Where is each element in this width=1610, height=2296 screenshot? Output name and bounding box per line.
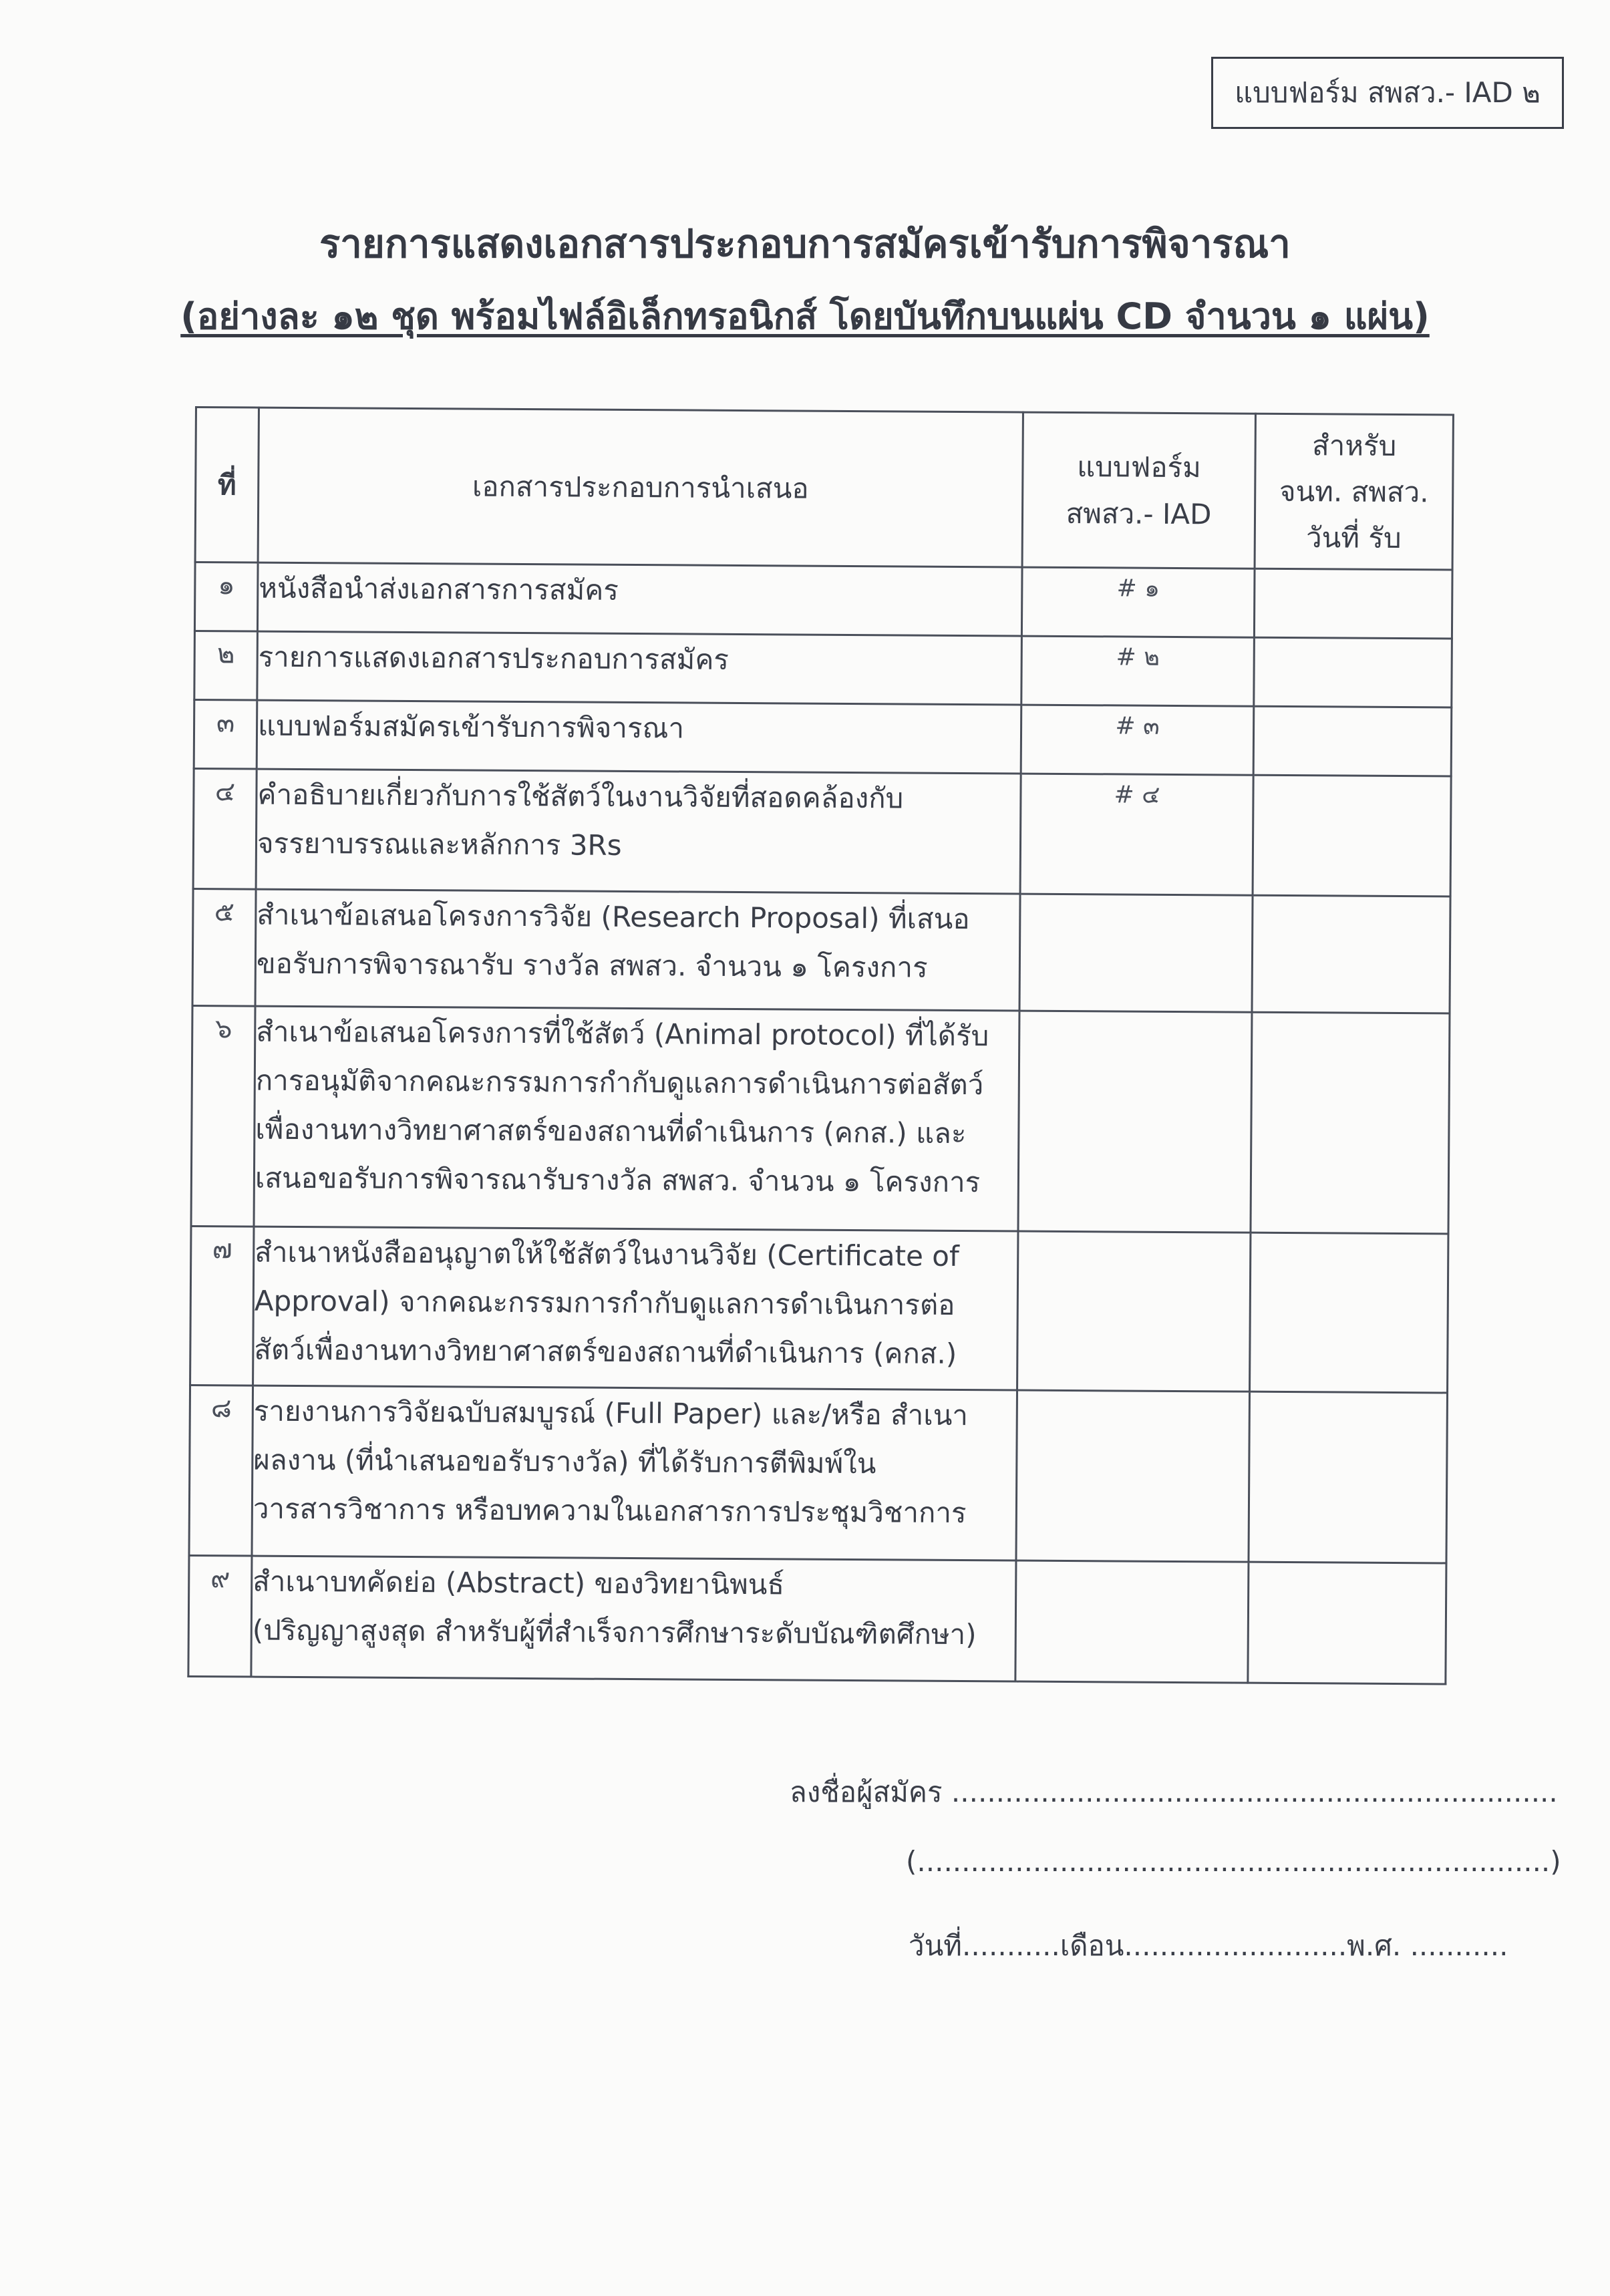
table-row (194, 562, 1452, 639)
signature-date-line: วันที่...........เดือน.........................พ.ศ. ........... (909, 1929, 1508, 1962)
header-document: เอกสารประกอบการนำเสนอ (258, 407, 1023, 567)
row-number: ๕ (192, 888, 256, 1006)
applicant-name-line: (.......................................................................) (906, 1845, 1561, 1878)
document-title: รายการแสดงเอกสารประกอบการสมัครเข้ารับการพิจารณา (319, 221, 1291, 267)
document-subtitle: (อย่างละ ๑๒ ชุด พร้อมไฟล์อิเล็กทรอนิกส์ โดยบันทึกบนแผ่น CD จำนวน ๑ แผ่น) (180, 295, 1430, 337)
row-description-line: หนังสือนำส่งเอกสารการสมัคร (259, 571, 619, 607)
row-description (257, 700, 1021, 774)
form-code-box (1211, 57, 1564, 129)
row-staff-received-date (1248, 1562, 1446, 1684)
row-number: ๑ (194, 562, 258, 632)
table-row (189, 1385, 1448, 1563)
row-staff-received-date (1254, 568, 1452, 639)
row-staff-received-date (1249, 1391, 1448, 1563)
row-staff-received-date (1251, 1012, 1450, 1234)
row-form-ref: # ๓ (1021, 705, 1254, 775)
row-number: ๒ (194, 631, 258, 701)
row-number: ๘ (189, 1385, 253, 1556)
header-staff-line3: วันที่ รับ (1305, 521, 1402, 555)
row-number: ๔ (193, 768, 257, 889)
row-description (255, 889, 1020, 1011)
table-row (192, 888, 1450, 1013)
row-description-line: ผลงาน (ที่นำเสนอขอรับรางวัล) ที่ได้รับการตีพิมพ์ใน (253, 1443, 876, 1480)
row-staff-received-date (1250, 1233, 1448, 1393)
row-description-line: ขอรับการพิจารณารับ รางวัล สพสว. จำนวน ๑ โครงการ (256, 947, 928, 984)
row-description-line: สำเนาข้อเสนอโครงการวิจัย (Research Proposal) ที่เสนอ (257, 898, 970, 936)
row-form-ref (1017, 1231, 1251, 1391)
header-staff-line2: จนท. สพสว. (1279, 474, 1429, 509)
header-no: ที่ (195, 407, 259, 563)
header-staff-line1: สำหรับ (1311, 428, 1397, 462)
table-row (191, 1005, 1450, 1233)
row-description-line: วารสารวิชาการ หรือบทความในเอกสารการประชุมวิชาการ (253, 1492, 967, 1530)
row-description-line: แบบฟอร์มสมัครเข้ารับการพิจารณา (257, 709, 685, 745)
table-header-row (195, 407, 1453, 570)
row-description-line: การอนุมัติจากคณะกรรมการกำกับดูแลการดำเนินการต่อสัตว์ (255, 1063, 984, 1102)
row-form-ref: # ๑ (1021, 567, 1255, 637)
row-description-line: (ปริญญาสูงสุด สำหรับผู้ที่สำเร็จการศึกษาระดับบัณฑิตศึกษา) (252, 1613, 977, 1651)
header-form (1022, 412, 1255, 568)
table-row (194, 700, 1452, 776)
row-description (254, 1006, 1019, 1231)
row-description-line: คำอธิบายเกี่ยวกับการใช้สัตว์ในงานวิจัยที่สอดคล้องกับ (257, 778, 904, 815)
row-description-line: สำเนาบทคัดย่อ (Abstract) ของวิทยานิพนธ์ (253, 1565, 785, 1601)
row-staff-received-date (1252, 895, 1450, 1013)
row-number: ๓ (194, 700, 257, 770)
row-description-line: สัตว์เพื่องานทางวิทยาศาสตร์ของสถานที่ดำเนินการ (คกส.) (254, 1333, 957, 1371)
table-row (193, 768, 1451, 896)
row-number: ๖ (191, 1005, 255, 1226)
documents-table (187, 406, 1454, 1685)
table-row (188, 1555, 1446, 1683)
applicant-signature-line: ลงชื่อผู้สมัคร .................................................................... (790, 1776, 1558, 1808)
header-form-line2: สพสว.- IAD (1066, 496, 1212, 530)
header-staff (1255, 414, 1453, 570)
header-form-line1: แบบฟอร์ม (1077, 450, 1201, 484)
row-description (252, 1385, 1017, 1561)
row-description (256, 769, 1021, 894)
row-description-line: เพื่องานทางวิทยาศาสตร์ของสถานที่ดำเนินการ (คกส.) และ (255, 1112, 967, 1150)
table-row (194, 631, 1452, 707)
table-row (190, 1226, 1448, 1392)
row-description-line: เสนอขอรับการพิจารณารับรางวัล สพสว. จำนวน ๑ โครงการ (255, 1161, 981, 1199)
row-staff-received-date (1254, 637, 1452, 707)
row-description (253, 1226, 1018, 1390)
form-code-label: แบบฟอร์ม สพสว.- IAD ๒ (1235, 76, 1541, 109)
row-description-line: รายงานการวิจัยฉบับสมบูรณ์ (Full Paper) และ/หรือ สำเนา (253, 1394, 969, 1432)
row-description-line: Approval) จากคณะกรรมการกำกับดูแลการดำเนินการต่อ (254, 1284, 955, 1322)
row-form-ref (1018, 1011, 1252, 1233)
row-staff-received-date (1253, 775, 1451, 896)
row-description (257, 562, 1022, 636)
row-description (257, 631, 1022, 705)
row-form-ref (1019, 894, 1253, 1012)
row-description-line: สำเนาข้อเสนอโครงการที่ใช้สัตว์ (Animal protocol) ที่ได้รับ (256, 1015, 989, 1053)
row-form-ref (1015, 1561, 1249, 1683)
row-description-line: สำเนาหนังสืออนุญาตให้ใช้สัตว์ในงานวิจัย (Certificate of (255, 1235, 959, 1273)
row-description (251, 1556, 1016, 1681)
row-form-ref: # ๒ (1021, 636, 1255, 706)
row-number: ๙ (188, 1555, 252, 1677)
row-description-line: รายการแสดงเอกสารประกอบการสมัคร (258, 640, 730, 676)
row-form-ref: # ๔ (1020, 774, 1253, 895)
row-form-ref (1016, 1390, 1250, 1562)
row-staff-received-date (1253, 706, 1452, 776)
row-description-line: จรรยาบรรณและหลักการ 3Rs (257, 826, 622, 862)
row-number: ๗ (190, 1226, 254, 1385)
